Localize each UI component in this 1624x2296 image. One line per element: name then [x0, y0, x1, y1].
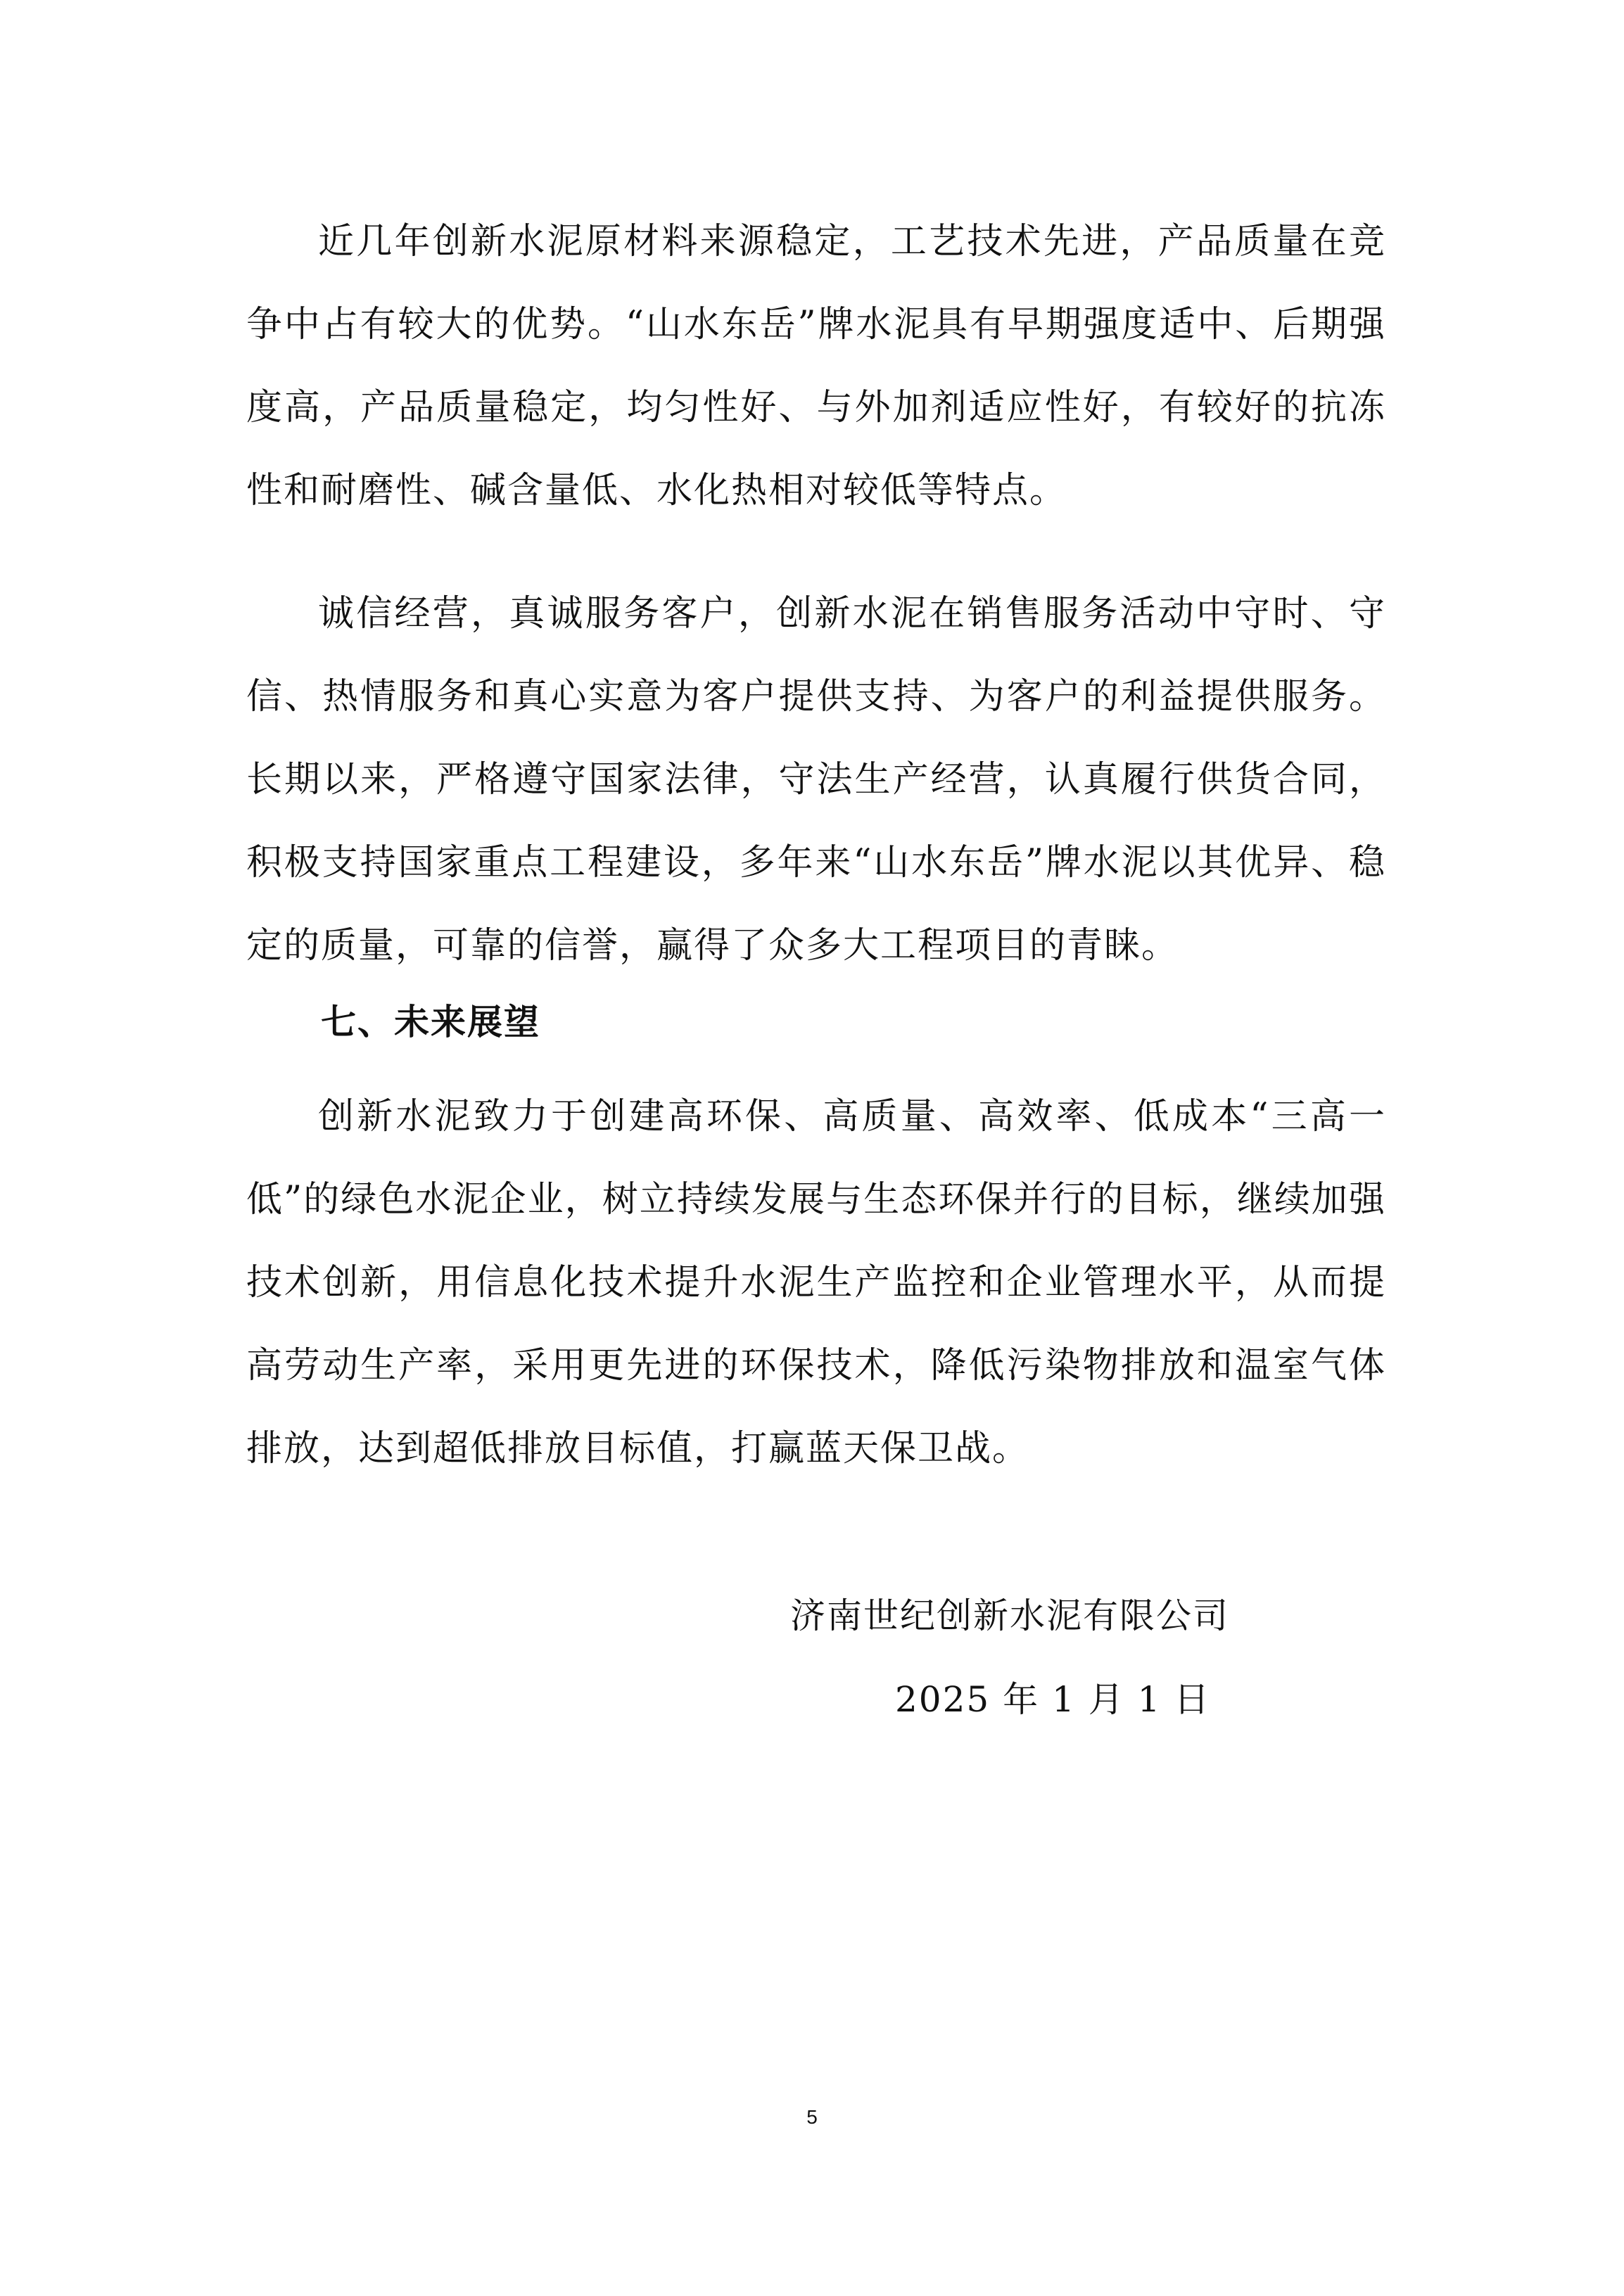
- paragraph-integrity-service: 诚信经营，真诚服务客户，创新水泥在销售服务活动中守时、守信、热情服务和真心实意为客户提供支持、为客户的利益提供服务。长期以来，严格遵守国家法律，守法生产经营，认真履行供货合同，积极支持国家重点工程建设，多年来“山水东岳”牌水泥以其优异、稳定的质量，可靠的信誉，赢得了众多大工程项目的青睐。: [246, 593, 1386, 967]
- page-number: 5: [806, 2106, 818, 2128]
- paragraph-product-quality: 近几年创新水泥原材料来源稳定，工艺技术先进，产品质量在竞争中占有较大的优势。“山水东岳”牌水泥具有早期强度适中、后期强度高，产品质量稳定，均匀性好、与外加剂适应性好，有较好的抗冻性和耐磨性、碱含量低、水化热相对较低等特点。: [246, 221, 1386, 511]
- signature-company: 济南世纪创新水泥有限公司: [790, 1595, 1229, 1636]
- paragraph-future-outlook: 创新水泥致力于创建高环保、高质量、高效率、低成本“三高一低”的绿色水泥企业，树立持续发展与生态环保并行的目标，继续加强技术创新，用信息化技术提升水泥生产监控和企业管理水平，从而提高劳动生产率，采用更先进的环保技术，降低污染物排放和温室气体排放，达到超低排放目标值，打赢蓝天保卫战。: [246, 1096, 1386, 1469]
- section-heading: 七、未来展望: [321, 1002, 540, 1042]
- signature-date: 2025 年 1 月 1 日: [895, 1679, 1211, 1720]
